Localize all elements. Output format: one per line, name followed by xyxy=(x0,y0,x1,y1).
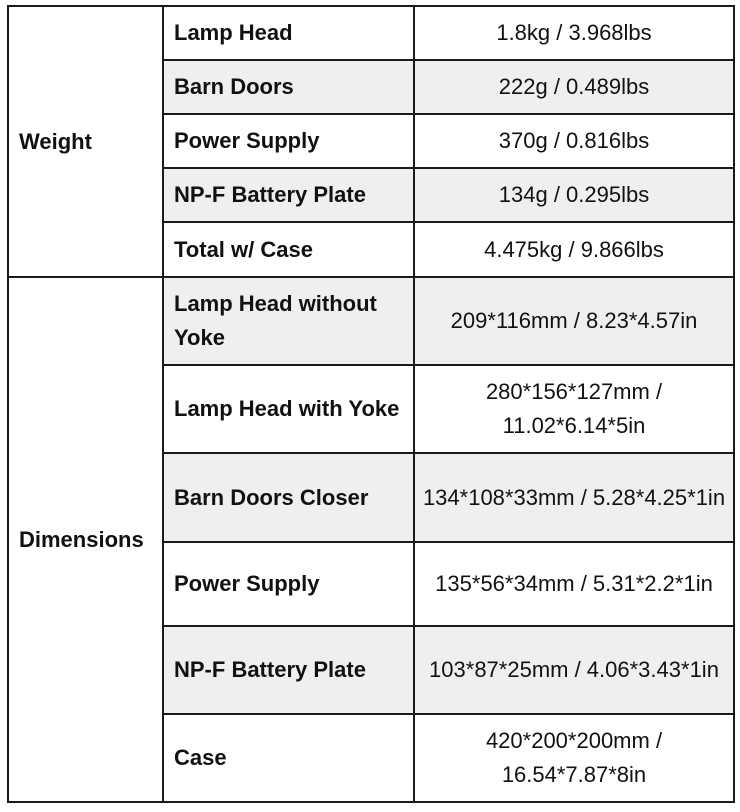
group-label-dimensions: Dimensions xyxy=(8,277,163,802)
spec-label: NP-F Battery Plate xyxy=(163,626,414,714)
spec-value: 420*200*200mm / 16.54*7.87*8in xyxy=(414,714,734,802)
spec-label: Lamp Head with Yoke xyxy=(163,365,414,453)
spec-value: 1.8kg / 3.968lbs xyxy=(414,6,734,60)
spec-value: 209*116mm / 8.23*4.57in xyxy=(414,277,734,365)
spec-label: Lamp Head without Yoke xyxy=(163,277,414,365)
spec-label: Power Supply xyxy=(163,114,414,168)
table-row xyxy=(8,277,734,365)
spec-label: Barn Doors xyxy=(163,60,414,114)
spec-value: 134g / 0.295lbs xyxy=(414,168,734,222)
spec-label: Power Supply xyxy=(163,542,414,626)
spec-value: 222g / 0.489lbs xyxy=(414,60,734,114)
spec-value: 135*56*34mm / 5.31*2.2*1in xyxy=(414,542,734,626)
spec-value: 134*108*33mm / 5.28*4.25*1in xyxy=(414,453,734,542)
spec-label: Total w/ Case xyxy=(163,222,414,277)
spec-label: Case xyxy=(163,714,414,802)
spec-table xyxy=(7,5,735,803)
spec-value: 4.475kg / 9.866lbs xyxy=(414,222,734,277)
spec-label: Barn Doors Closer xyxy=(163,453,414,542)
table-row xyxy=(8,6,734,60)
spec-label: Lamp Head xyxy=(163,6,414,60)
spec-value: 280*156*127mm / 11.02*6.14*5in xyxy=(414,365,734,453)
group-label-weight: Weight xyxy=(8,6,163,277)
spec-label: NP-F Battery Plate xyxy=(163,168,414,222)
spec-value: 103*87*25mm / 4.06*3.43*1in xyxy=(414,626,734,714)
spec-value: 370g / 0.816lbs xyxy=(414,114,734,168)
